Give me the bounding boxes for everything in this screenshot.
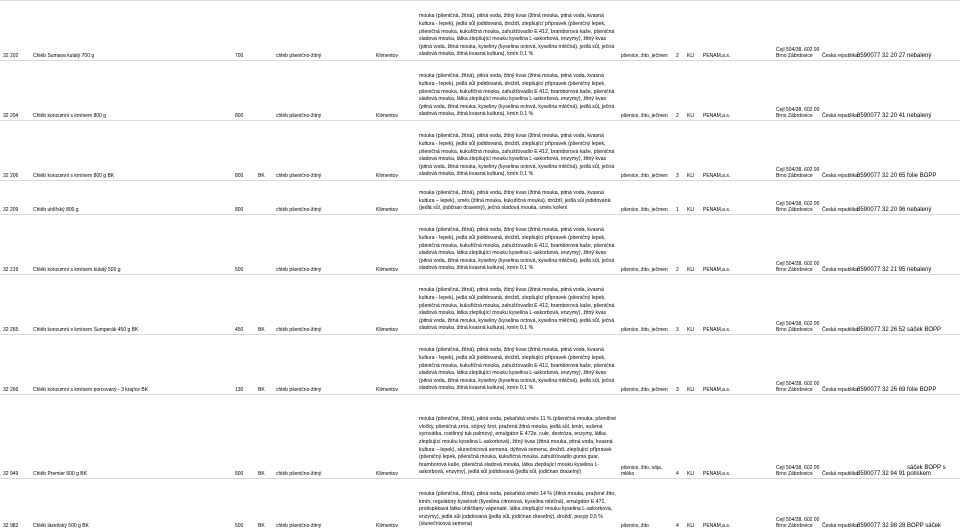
product-name: Chléb konzumní s kmínem Šumperák 450 g BK	[33, 327, 139, 333]
product-kli: KLI	[687, 53, 695, 59]
product-producer: Klimentov	[376, 387, 398, 393]
product-bk: BK	[258, 471, 265, 477]
product-allergens: pšenice, žito, ječmen	[621, 173, 668, 179]
product-weight: 800	[235, 113, 244, 119]
product-packaging: folie BOPP	[907, 173, 937, 179]
product-country: Česká republika	[822, 523, 858, 529]
product-bk: BK	[258, 523, 265, 529]
product-packaging: nebalený	[907, 113, 932, 119]
product-ean: 8590077 32 20 65	[857, 173, 906, 179]
product-packaging: sáček BOPP	[907, 327, 942, 333]
product-allergens: pšenice, žito, ječmen	[621, 207, 668, 213]
product-weight: 500	[235, 471, 244, 477]
product-firm: PENAM,a.s.	[703, 113, 731, 119]
product-country: Česká republika	[822, 387, 858, 393]
product-firm: PENAM,a.s.	[703, 267, 731, 273]
table-row	[0, 395, 960, 479]
product-number: 3	[676, 173, 679, 179]
product-country: Česká republika	[822, 267, 858, 273]
product-address: Cejl 504/38, 602 00 Brno Zábrdovice	[776, 201, 820, 213]
product-producer: Klimentov	[376, 327, 398, 333]
product-ean: 8590077 32 20 41	[857, 113, 906, 119]
table-row	[0, 121, 960, 181]
product-code: 32 204	[3, 113, 19, 119]
product-name: Chléb uhlířský 800 g	[33, 207, 79, 213]
product-code: 32 219	[3, 267, 19, 273]
product-allergens: pšenice, žito, ječmen	[621, 53, 668, 59]
product-firm: PENAM,a.s.	[703, 53, 731, 59]
product-country: Česká republika	[822, 207, 858, 213]
product-ingredients: mouka (pšeničná, žitná), pitná voda, žitný kvas (žitná mouka, pitná voda, kvasná kultura - lepek), jedlá sůl jodidovaná, droždí, zlepšující přípravek (pšeničný lepek, pšeničná mouka, kukuřičná mouka, zahušťovadlo E 412, bramborová kaše, pšeničná sladová mouka, látka zlepšující mouku kyselina L-askorbová, enzymy), žitný kvas (pitná voda, žitná mouka, kyseliny (kyselina octová, kyselina mléčná), jedlá sůl, ječná sladová mouka, žitná kvasná kultura), kmín 0,1 %	[419, 347, 615, 392]
product-allergens: pšenice, žito, ječmen	[621, 267, 668, 273]
product-number: 2	[676, 113, 679, 119]
product-producer: Klimentov	[376, 523, 398, 529]
product-bk: BK	[258, 387, 265, 393]
product-number: 4	[676, 523, 679, 529]
product-ean: 8590077 32 20 27	[857, 53, 906, 59]
product-allergens: pšenice, žito, ječmen	[621, 387, 668, 393]
product-firm: PENAM,a.s.	[703, 173, 731, 179]
product-ean: 8590077 32 94 91	[857, 471, 906, 477]
product-category: chléb pšenično-žitný	[276, 387, 322, 393]
product-kli: KLI	[687, 387, 695, 393]
product-number: 2	[676, 267, 679, 273]
product-category: chléb pšenično-žitný	[276, 523, 322, 529]
product-country: Česká republika	[822, 53, 858, 59]
table-row	[0, 335, 960, 395]
product-category: chléb pšenično-žitný	[276, 53, 322, 59]
product-country: Česká republika	[822, 113, 858, 119]
product-ean: 8590077 32 21 95	[857, 267, 906, 273]
product-producer: Klimentov	[376, 173, 398, 179]
product-firm: PENAM,a.s.	[703, 207, 731, 213]
product-name: Chléb konzumní s kmínem 800 g	[33, 113, 107, 119]
product-packaging: nebalený	[907, 267, 932, 273]
product-allergens: pšenice, žito, ječmen	[621, 113, 668, 119]
product-firm: PENAM,a.s.	[703, 523, 731, 529]
product-name: Chléb konzumní s kmínem kulatý 500 g	[33, 267, 121, 273]
product-producer: Klimentov	[376, 113, 398, 119]
product-code: 32 982	[3, 523, 19, 529]
product-packaging: folie BOPP	[907, 387, 937, 393]
product-category: chléb pšenično-žitný	[276, 327, 322, 333]
product-packaging: nebalený	[907, 53, 932, 59]
table-row	[0, 275, 960, 335]
product-address: Cejl 504/38, 602 00 Brno Zábrdovice	[776, 517, 820, 529]
product-ingredients: mouka (pšeničná, žitná), pitná voda, žitný kvas (žitná mouka, pitná voda, kvasná kultura - lepek), jedlá sůl jodidovaná, droždí, zlepšující přípravek (pšeničný lepek, pšeničná mouka, kukuřičná mouka, zahušťovadlo E 412, bramborová kaše, pšeničná sladová mouka, látka zlepšující mouku kyselina L-askorbová, enzymy), žitný kvas (pitná voda, žitná mouka, kyseliny (kyselina octová, kyselina mléčná), jedlá sůl, ječná sladová mouka, žitná kvasná kultura), kmín 0,1 %	[419, 73, 615, 118]
product-ingredients: mouka (pšeničná, žitná), pitná voda, pekařská směs 11 % (pšeničná mouka, pšeničné vločky, pšeničná zrna, sójový šrot, pražená žitná mouka, jedlá sůl, kmín, sušená syrovátka, rostlinný tuk palmový, emulgátor E 472e, cukr, dextróza, enzymy, látka zlepšující mouku kyselina L-askorbová), žitný kvas (žitná mouka, pitná voda, kvasná kultura – lepek), slunečnicová semena, dýňová semena, droždí, zlepšující přípravek (pšeničný lepek, pšeničná mouka, kukuřičná mouka, zahušťovadlo guma guar, bramborová kaše, pšeničná sladová mouka, látka zlepšující mouku kyselina L-askorbová, enzymy), jedlá sůl jodidovaná (jedlá sůl, jodičnan draselný)	[419, 416, 617, 476]
product-name: Chléb Premier 500 g BK	[33, 471, 87, 477]
product-packaging: sáček BOPP s potiskem	[907, 465, 946, 477]
product-kli: KLI	[687, 267, 695, 273]
product-allergens: pšenice, žito	[621, 523, 649, 529]
product-code: 32 202	[3, 53, 19, 59]
product-category: chléb pšenično-žitný	[276, 113, 322, 119]
table-row	[0, 61, 960, 121]
product-allergens: pšenice, žito, ječmen	[621, 327, 668, 333]
table-row	[0, 479, 960, 530]
product-address: Cejl 504/38, 602 00 Brno Zábrdovice	[776, 465, 820, 477]
product-producer: Klimentov	[376, 471, 398, 477]
table-row	[0, 181, 960, 215]
product-number: 2	[676, 53, 679, 59]
product-address: Cejl 504/38, 602 00 Brno Zábrdovice	[776, 107, 820, 119]
product-number: 4	[676, 471, 679, 477]
product-category: chléb pšenično-žitný	[276, 173, 322, 179]
product-address: Cejl 504/38, 602 00 Brno Zábrdovice	[776, 167, 820, 179]
product-code: 32 209	[3, 207, 19, 213]
product-category: chléb pšenično-žitný	[276, 471, 322, 477]
product-bk: BK	[258, 173, 265, 179]
product-ean: 8590077 32 26 52	[857, 327, 906, 333]
product-ean: 8590077 32 20 96	[857, 207, 906, 213]
product-address: Cejl 504/38, 602 00 Brno Zábrdovice	[776, 381, 820, 393]
product-bk: BK	[258, 327, 265, 333]
product-name: Chléb lázeňský 500 g BK	[33, 523, 89, 529]
product-country: Česká republika	[822, 327, 858, 333]
product-weight: 800	[235, 207, 244, 213]
product-ingredients: mouka (pšeničná, žitná), pitná voda, žitný kvas (žitná mouka, pitná voda, kvasná kultura - lepek), jedlá sůl jodidovaná, droždí, zlepšující přípravek (pšeničný lepek, pšeničná mouka, kukuřičná mouka, zahušťovadlo E 412, bramborová kaše, pšeničná sladová mouka, látka zlepšující mouku kyselina L-askorbová, enzymy), žitný kvas (pitná voda, žitná mouka, kyseliny (kyselina octová, kyselina mléčná), jedlá sůl, ječná sladová mouka, žitná kvasná kultura), kmín 0,1 %	[419, 227, 615, 272]
product-number: 3	[676, 387, 679, 393]
product-address: Cejl 504/38, 602 00 Brno Zábrdovice	[776, 261, 820, 273]
product-country: Česká republika	[822, 173, 858, 179]
table-row	[0, 1, 960, 61]
product-ingredients: mouka (pšeničná, žitná), pitná voda, pekařská směs 14 % (žitná mouka, pražené žito, kmín, regulátory kyselosti (kyselina citronová, kyselina mléčná), emulgátor E 471, protispékavá látka uhličitany vápenaté, látka zlepšující mouku kyselina L-askorbová, enzymy), jedlá sůl jodidovaná (jedlá sůl, jodičnan draselný), droždí, posyp 0,5 % (slunečnicová semena)	[419, 491, 616, 528]
product-category: chléb pšenično-žitný	[276, 267, 322, 273]
product-kli: KLI	[687, 113, 695, 119]
product-number: 3	[676, 327, 679, 333]
product-ingredients: mouka (pšeničná, žitná), pitná voda, žitný kvas (žitná mouka, pitná voda, kvasná kultura - lepek), jedlá sůl jodidovaná, droždí, zlepšující přípravek (pšeničný lepek, pšeničná mouka, kukuřičná mouka, zahušťovadlo E 412, bramborová kaše, pšeničná sladová mouka, látka zlepšující mouku kyselina L-askorbová, enzymy), žitný kvas (pitná voda, žitná mouka, kyseliny (kyselina octová, kyselina mléčná), jedlá sůl, ječná sladová mouka, žitná kvasná kultura), kmín 0,1 %	[419, 287, 615, 332]
table-row	[0, 215, 960, 275]
product-ingredients: mouka (pšeničná, žitná), pitná voda, žitný kvas (žitná mouka, pitná voda, kvasná kultura - lepek), jedlá sůl jodidovaná, droždí, zlepšující přípravek (pšeničný lepek, pšeničná mouka, kukuřičná mouka, zahušťovadlo E 412, bramborová kaše, pšeničná sladová mouka, látka zlepšující mouku kyselina L-askorbová, enzymy), žitný kvas (pitná voda, žitná mouka, kyseliny (kyselina octová, kyselina mléčná), jedlá sůl, ječná sladová mouka, žitná kvasná kultura), kmín 0,1 %	[419, 133, 615, 178]
product-name: Chléb konzumní s kmínem porcovaný - 3 krajíce BK	[33, 387, 149, 393]
product-country: Česká republika	[822, 471, 858, 477]
product-kli: KLI	[687, 207, 695, 213]
product-weight: 800	[235, 173, 244, 179]
product-firm: PENAM,a.s.	[703, 327, 731, 333]
product-producer: Klimentov	[376, 53, 398, 59]
product-code: 32 949	[3, 471, 19, 477]
product-weight: 700	[235, 53, 244, 59]
product-code: 32 206	[3, 173, 19, 179]
product-ean: 8590077 32 26 69	[857, 387, 906, 393]
product-weight: 450	[235, 327, 244, 333]
product-firm: PENAM,a.s.	[703, 387, 731, 393]
product-ean: 8590077 32 98 28	[857, 523, 906, 529]
product-kli: KLI	[687, 471, 695, 477]
product-producer: Klimentov	[376, 207, 398, 213]
product-number: 1	[676, 207, 679, 213]
product-firm: PENAM,a.s.	[703, 471, 731, 477]
product-packaging: nebalený	[907, 207, 932, 213]
product-code: 32 266	[3, 387, 19, 393]
product-packaging: BOPP sáček	[907, 523, 941, 529]
product-name: Chléb konzumní s kmínem 800 g BK	[33, 173, 115, 179]
product-category: chléb pšenično-žitný	[276, 207, 322, 213]
product-kli: KLI	[687, 523, 695, 529]
product-allergens: pšenice, žito, sója, mléko	[621, 465, 663, 477]
product-code: 32 265	[3, 327, 19, 333]
product-name: Chléb Šumava kulatý 700 g	[33, 53, 95, 59]
product-ingredients: mouka (pšeničná, žitná), pitná voda, žitný kvas (žitná mouka, pitná voda, kvasná kultura – lepek), směs (žitná mouka, kukuřičná mouka), droždí, jedlá sůl jodidovaná (jedlá sůl, jodičnan draselný), ječná sladová mouka, směs koření	[419, 190, 611, 212]
product-address: Cejl 504/38, 602 00 Brno Zábrdovice	[776, 321, 820, 333]
product-address: Cejl 504/38, 602 00 Brno Zábrdovice	[776, 47, 820, 59]
product-weight: 130	[235, 387, 244, 393]
product-weight: 500	[235, 523, 244, 529]
product-kli: KLI	[687, 173, 695, 179]
product-weight: 500	[235, 267, 244, 273]
product-ingredients: mouka (pšeničná, žitná), pitná voda, žitný kvas (žitná mouka, pitná voda, kvasná kultura - lepek), jedlá sůl jodidovaná, droždí, zlepšující přípravek (pšeničný lepek, pšeničná mouka, kukuřičná mouka, zahušťovadlo E 412, bramborová kaše, pšeničná sladová mouka, látka zlepšující mouku kyselina L-askorbová, enzymy), žitný kvas (pitná voda, žitná mouka, kyseliny (kyselina octová, kyselina mléčná), jedlá sůl, ječná sladová mouka, žitná kvasná kultura), kmín 0,1 %	[419, 13, 615, 58]
product-producer: Klimentov	[376, 267, 398, 273]
product-kli: KLI	[687, 327, 695, 333]
